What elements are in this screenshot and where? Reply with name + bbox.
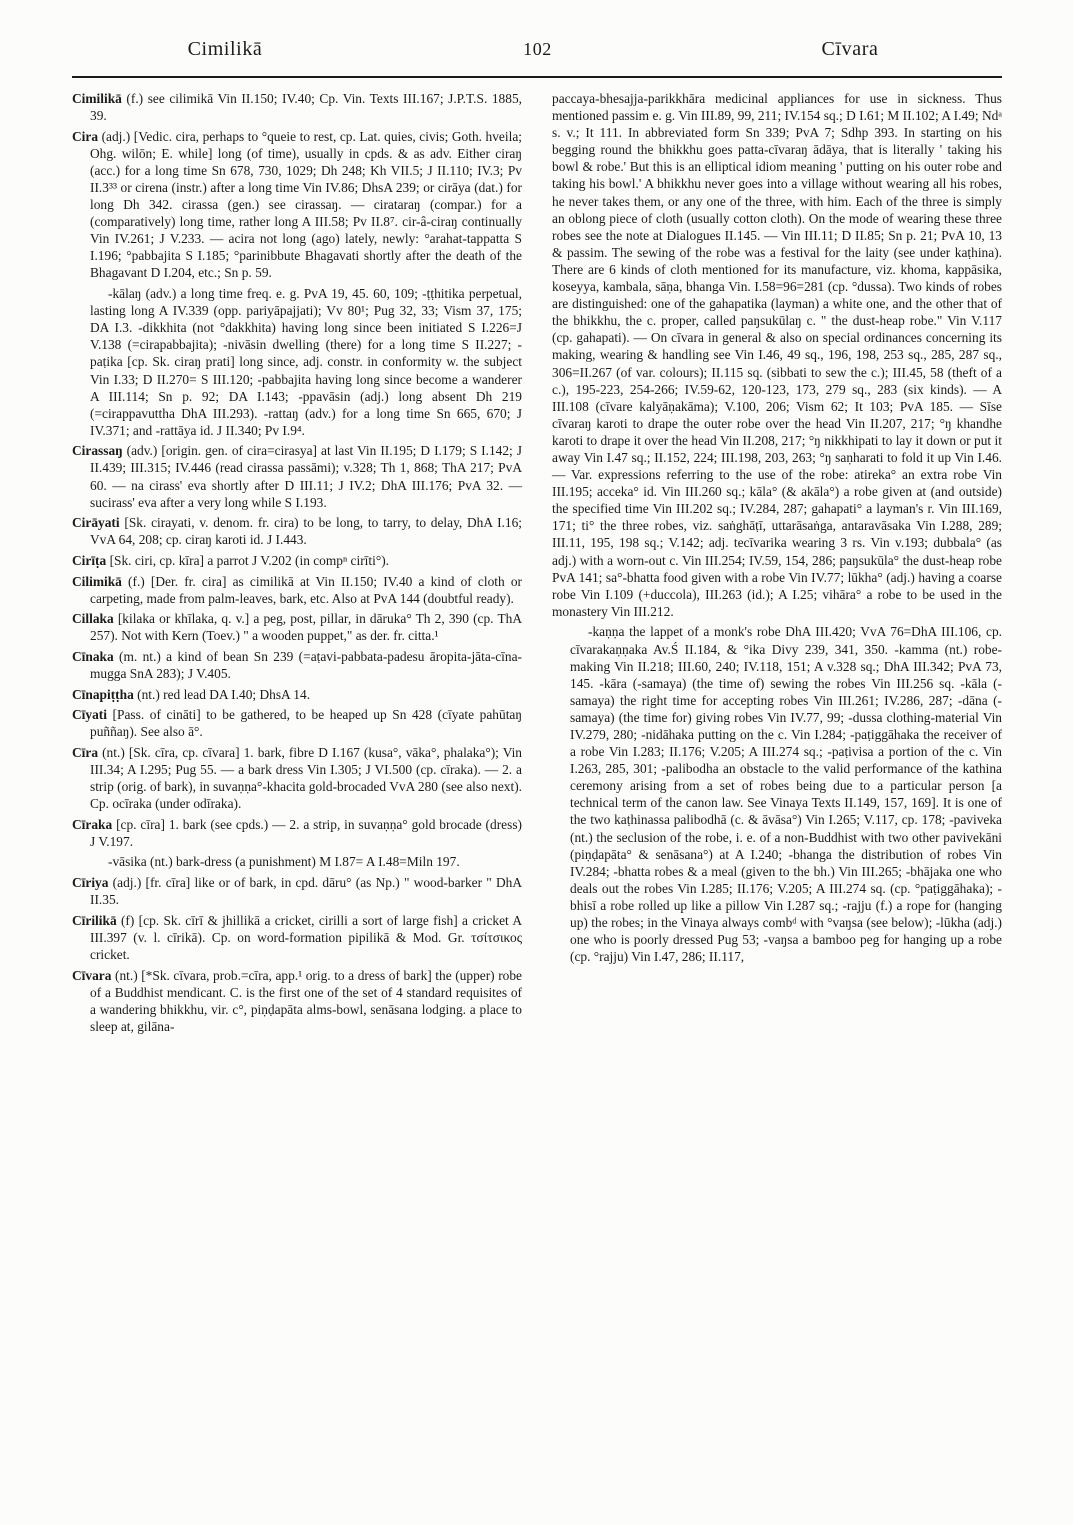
page-number: 102 xyxy=(523,39,552,59)
dictionary-entry: Cilimikā (f.) [Der. fr. cira] as cimilikā at Vin II.150; IV.40 a kind of cloth or carpeting, made from palm-leaves, bark, etc. Also at PvA 144 (doubtful ready). xyxy=(72,573,522,606)
dictionary-entry-compounds: -kālaŋ (adv.) a long time freq. e. g. PvA 19, 45. 60, 109; -ṭṭhitika perpetual, lasting long A IV.339 (opp. pariyāpajjati); Vv 80¹; Pug 32, 33; Vism 37, 175; DA I.3. -dikkhita (not °dakkhita) having long since been initiated S I.226=J V.138 (=cirapabbajita); -nivāsin dwelling (there) for a long time S II.227; -paṭika [cp. Sk. ciraŋ prati] long since, adj. constr. in conformity w. the subject Vin I.33; D II.270= S III.120; -pabbajita having long since become a wanderer A III.114; Sn p. 92; DA I.143; -ppavāsin (adj.) long absent Dh 219 (=cirappavuttha DhA III.293). -rattaŋ (adv.) for a long time Sn 665, 670; J IV.371; and -rattāya id. J II.340; Pv I.9⁴. xyxy=(90,286,522,438)
dictionary-entry: Cillaka [kilaka or khīlaka, q. v.] a peg, post, pillar, in dāruka° Th 2, 390 (cp. ThA 257). Not with Kern (Toev.) " a wooden puppet," as der. fr. citta.¹ xyxy=(72,611,522,644)
dictionary-entry: Cira (adj.) [Vedic. cira, perhaps to °queie to rest, cp. Lat. quies, civis; Goth. hveila; Ohg. wilōn; E. while] long (of time), usually in cpds. & as adv. Either ciraŋ (acc.) for a long time Sn 678, 730, 1029; Dh 248; Kh VII.5; J II.110; IV.3; Pv II.3³³ or cirena (instr.) after a long time Vin IV.86; DhsA 239; or cirāya (dat.) for long Dh 342. cirassa (gen.) see cirassaŋ. — cirataraŋ (compar.) for a (comparatively) long time, rather long A III.58; Pv II.8⁷. cir-â-ciraŋ continually Vin IV.261; J V.233. — acira not long (ago) lately, newly: °arahat-tappatta S I.196; °pabbajita S I.185; °parinibbute Bhagavati shortly after the death of the Bhagavant D I.204, etc.; Sn p. 59. xyxy=(72,128,522,281)
dictionary-entry-continued: paccaya-bhesajja-parikkhāra medicinal appliances for use in sickness. Thus mentioned passim e. g. Vin III.89, 99, 211; IV.154 sq.; D I.61; M II.102; A I.49; Ndᵃ s. v.; It 111. In abbreviated form Sn 339; PvA 7; Sdhp 393. In starting on his begging round the bhikkhu goes patta-cīvaraŋ ādāya, that is literally ' taking his bowl & robe.' But this is an elliptical idiom meaning ' putting on his outer robe and taking his bowl.' A bhikkhu never goes into a village without wearing all his robes, he never takes them, or any one of the three, with him. Each of the three is simply an oblong piece of cloth (usually cotton cloth). On the mode of wearing these three robes see the note at Dialogues II.145. — Vin III.11; D II.85; Sn p. 21; PvA 10, 13 & passim. The sewing of the robe was a festival for the laity (see under kaṭhina). There are 6 kinds of cloth mentioned for its manufacture, viz. khoma, kappāsika, koseyya, kambala, sāṇa, bhanga Vin. I.58=96=281 (cp. °dussa). Two kinds of robes are distinguished: one of the gahapatika (layman) a white one, and the other that of the bhikkhu, the c. proper, called paŋsukūlaŋ c. " the dust-heap robe." Vin V.117 (cp. gahapati). — On cīvara in general & also on special ordinances concerning its making, wearing & handling see Vin I.46, 49 sq., 196, 198, 253 sq., 285, 287 sq., 306=II.267 (of var. colours); II.115 sq. (sibbati to sew the c.); III.45, 58 (theft of a c.), 195-223, 254-266; IV.59-62, 120-123, 173, 279 sq., 283 (six kinds). — A III.108 (cīvare kalyāṇakāma); V.100, 206; Vism 62; It 103; PvA 185. — Sīse cīvaraŋ karoti to drape the outer robe over the head Vin II.207, 217; °ŋ khandhe karoti to drape it over the head Vin II.208, 217; °ŋ nikkhipati to lay it down or put it away Vin I.47 sq.; II.152, 224; III.198, 203, 263; °ŋ saṇharati to fold it up Vin I.46. — Var. expressions referring to the use of the robe: atireka° an extra robe Vin III.195; acceka° id. Vin III.260 sq.; kāla° (& akāla°) a robe given at (and outside) the specified time Vin III.202 sq.; IV.284, 287; gahapati° a layman's r. Vin III.169, 171; ti° the three robes, viz. saṅghāṭī, uttarāsaṅga, antaravāsaka Vin I.288, 289; III.11, 195, 198 sq.; V.142; adj. tecīvarika wearing 3 rs. Vin v.193; dubbala° (as adj.) with a worn-out c. Vin III.254; IV.59, 154, 286; paŋsukūla° the dust-heap robe PvA 141; sa°-bhatta food given with a robe Vin IV.77; lūkha° (adj.) having a coarse robe Vin I.109 (+duccola), III.263 (id.); A I.25; vihāra° a robe to be used in the monastery Vin III.212. xyxy=(552,91,1002,619)
text-columns xyxy=(72,90,1002,1490)
dictionary-entry: Cirāyati [Sk. cirayati, v. denom. fr. cira) to be long, to tarry, to delay, DhA I.16; VvA 64, 208; cp. ciraŋ karoti id. J I.443. xyxy=(72,515,522,548)
dictionary-entry: Cīvara (nt.) [*Sk. cīvara, prob.=cīra, app.¹ orig. to a dress of bark] the (upper) robe of a Buddhist mendicant. C. is the first one of the set of 4 standard requisites of a wandering bhikkhu, vir. c°, piṇḍapāta alms-bowl, senāsana lodging. a place to sleep at, gilāna- xyxy=(72,967,522,1034)
dictionary-entry: Cīrilikā (f) [cp. Sk. cīrī & jhillikā a cricket, cirilli a sort of large fish] a cricket A III.397 (v. l. cīrikā). Cp. on word-formation pipilikā & Mod. Gr. τσίτσικος cricket. xyxy=(72,912,522,962)
dictionary-entry: Cīra (nt.) [Sk. cīra, cp. cīvara] 1. bark, fibre D I.167 (kusa°, vāka°, phalaka°); Vin III.34; A I.295; Pug 55. — a bark dress Vin I.305; J VI.500 (cp. cīraka). — 2. a strip (orig. of bark), in suvaṇṇa°-khacita gold-brocaded VvA 280 (see also next). Cp. ocīraka (under odīraka). xyxy=(72,744,522,812)
header-rule xyxy=(72,76,1002,78)
dictionary-entry: Cīnaka (m. nt.) a kind of bean Sn 239 (=aṭavi-pabbata-padesu āropita-jāta-cīna-mugga SnA 283); J V.405. xyxy=(72,648,522,681)
dictionary-entry: Cīyati [Pass. of cināti] to be gathered, to be heaped up Sn 428 (cīyate pahūtaŋ puññaŋ). See also ā°. xyxy=(72,707,522,740)
dictionary-entry: Cirīṭa [Sk. ciri, cp. kīra] a parrot J V.202 (in compⁿ cirīti°). xyxy=(72,552,389,568)
left-column xyxy=(72,90,522,1490)
dictionary-entry: Cīnapiṭṭha (nt.) red lead DA I.40; DhsA 14. xyxy=(72,686,311,702)
dictionary-entry: Cimilikā (f.) see cilimikā Vin II.150; IV.40; Cp. Vin. Texts III.167; J.P.T.S. 1885, 39. xyxy=(72,91,522,124)
running-head-right: Cīvara xyxy=(821,38,879,60)
dictionary-entry: Cīriya (adj.) [fr. cīra] like or of bark, in cpd. dāru° (as Np.) " wood-barker " DhA II.35. xyxy=(72,875,522,908)
dictionary-entry-compounds: -vāsika (nt.) bark-dress (a punishment) M I.87= A I.48=Miln 197. xyxy=(108,854,460,870)
dictionary-entry: Cirassaŋ (adv.) [origin. gen. of cira=cirasya] at last Vin II.195; D I.179; S I.142; J II.439; III.315; IV.446 (read cirassa passāmi); v.328; Th 1, 868; ThA 217; PvA 60. — na cirass' eva shortly after D III.11; J IV.2; DhA III.176; PvA 32. — sucirass' eva after a very long while S I.193. xyxy=(72,443,522,510)
running-head xyxy=(75,38,1000,66)
running-head-left: Cimilikā xyxy=(187,38,263,60)
dictionary-entry-compounds: -kaṇṇa the lappet of a monk's robe DhA III.420; VvA 76=DhA III.106, cp. cīvarakaṇṇaka Av.Ś II.184, & °ika Divy 239, 341, 350. -kamma (nt.) robe-making Vin II.218; III.60, 240; IV.118, 151; A v.328 sq.; DhA III.342; PvA 73, 145. -kāra (-samaya) (the time of) sewing the robes Vin III.256 sq. -kāla (-samaya) the right time for accepting robes Vin III.261; IV.286, 287; -dāna (-samaya) (the time for) giving robes Vin IV.77, 99; -dussa clothing-material Vin IV.279, 280; -nidāhaka putting on the c. Vin I.284; -paṭiggāhaka the receiver of a robe Vin I.283; II.176; V.205; A III.274 sq.; -paṭivisa a portion of the c. Vin I.263, 285, 301; -palibodha an obstacle to the valid performance of the kathina ceremony arising from a set of robes being due to a particular person [a technical term of the canon law. See Vinaya Texts II.149, 157, 169]. It is one of the two kaṭhinassa palibodhā (c. & āvāsa°) Vin I.265; V.117, cp. 178; -paviveka (nt.) the seclusion of the robe, i. e. of a non-Buddhist with two other pavivekāni (piṇḍapāta° & senāsana°) at A I.240; -bhanga the distribution of robes Vin IV.284; -bhatta robes & a meal (given to the bh.) Vin III.265; -bhājaka one who deals out the robes Vin I.285; II.176; V.205; A III.274 sq. (cp. °paṭiggāhaka); -bhisī a robe rolled up like a pillow Vin I.287 sq.; -rajju (f.) a rope for (hanging up) the robes; in the Vinaya always combᵈ with °vaŋsa (see below); -lūkha (adj.) one who is poorly dressed Pug 53; -vaŋsa a bamboo peg for hanging up a robe (cp. °rajju) Vin I.47, 286; II.117, xyxy=(570,624,1002,965)
dictionary-entry: Cīraka [cp. cīra] 1. bark (see cpds.) — 2. a strip, in suvaṇṇa° gold brocade (dress) J V.197. xyxy=(72,816,522,849)
right-column xyxy=(552,90,1002,1490)
